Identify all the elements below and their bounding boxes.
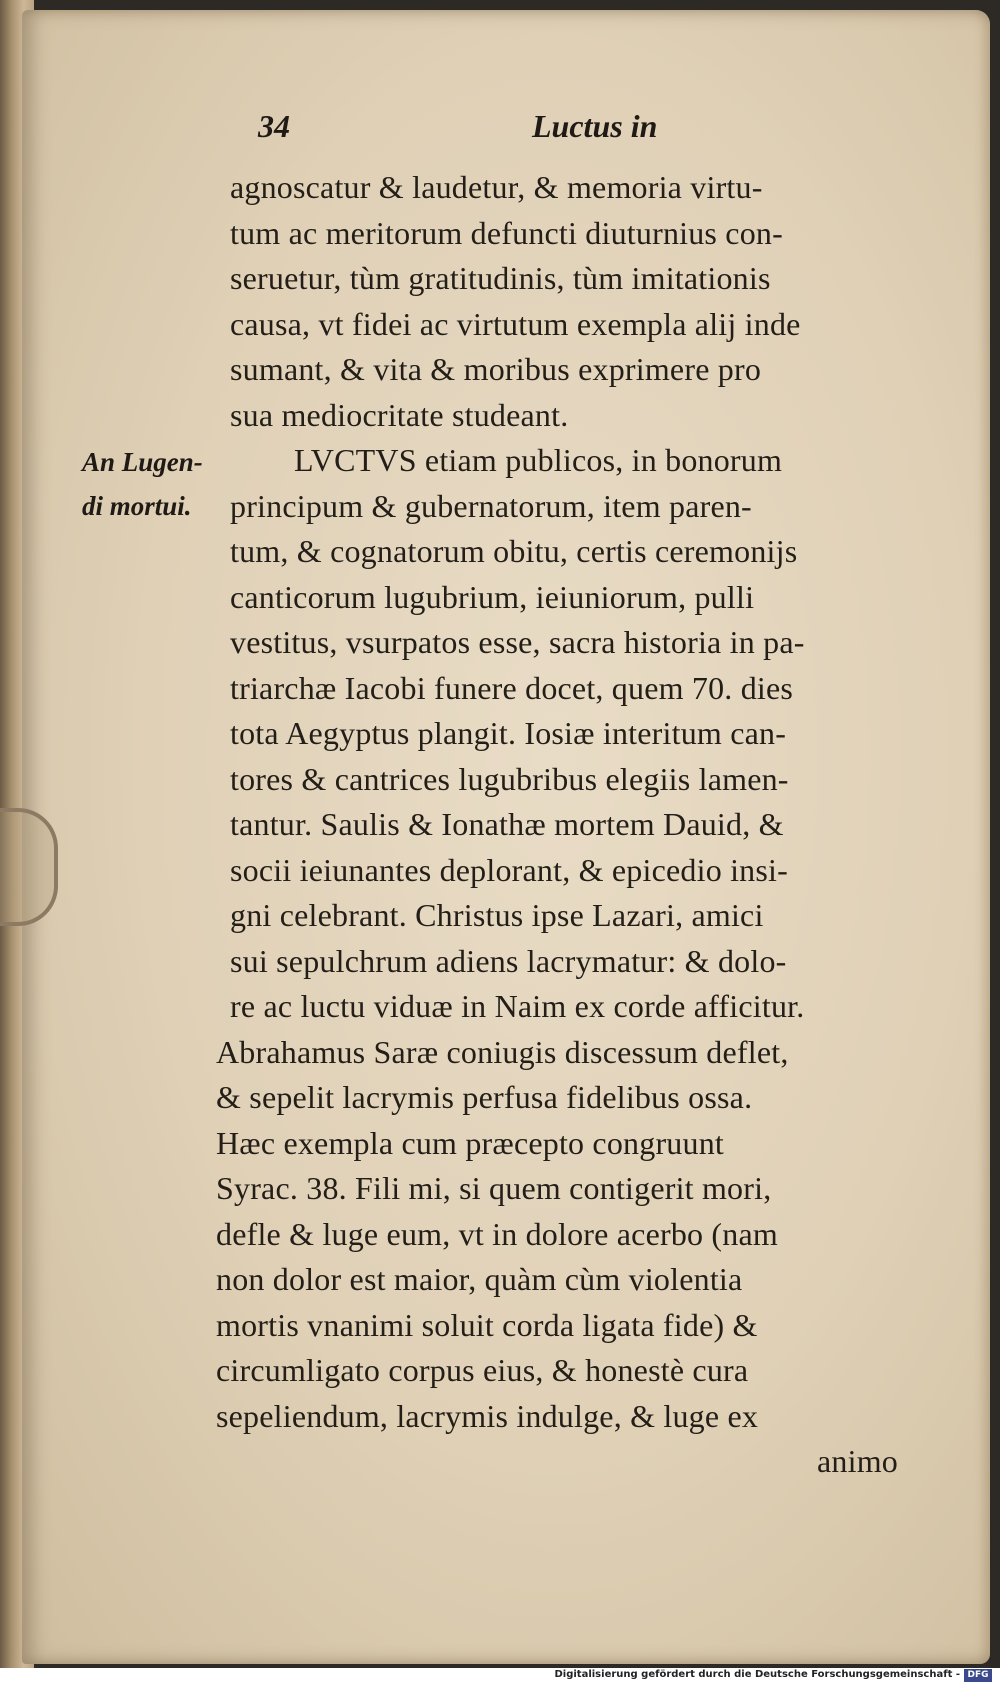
book-clasp	[0, 808, 58, 926]
text-line: sepeliendum, lacrymis indulge, & luge ex	[216, 1397, 759, 1434]
text-line: socii ieiunantes deplorant, & epicedio insi-	[230, 851, 788, 888]
text-line: tum, & cognatorum obitu, certis ceremonijs	[230, 533, 798, 569]
text-line: Abrahamus Saræ coniugis discessum deflet,	[216, 1033, 789, 1070]
page-number: 34	[258, 108, 290, 144]
text-line: causa, vt fidei ac virtutum exempla alij inde	[230, 305, 801, 342]
text-line: defle & luge eum, vt in dolore acerbo (nam	[216, 1215, 778, 1252]
text-line: Syrac. 38. Fili mi, si quem contigerit mori,	[216, 1170, 772, 1206]
dfg-logo: DFG	[964, 1669, 992, 1682]
text-line: principum & gubernatorum, item paren-	[230, 487, 752, 524]
text-line: sumant, & vita & moribus exprimere pro	[230, 351, 762, 387]
text-line: tum ac meritorum defuncti diuturnius con-	[230, 214, 783, 251]
page-header	[0, 108, 1000, 154]
digitization-credit: Digitalisierung gefördert durch die Deutsche Forschungsgemeinschaft -	[554, 1669, 960, 1680]
text-line: vestitus, vsurpatos esse, sacra historia in pa-	[230, 624, 805, 660]
text-line: sua mediocritate studeant.	[230, 396, 569, 433]
running-head: Luctus in	[532, 108, 658, 144]
text-line: circumligato corpus eius, & honestè cura	[216, 1352, 749, 1388]
margin-note	[82, 440, 242, 528]
text-line: & sepelit lacrymis perfusa fidelibus ossa.	[216, 1079, 753, 1115]
text-line: canticorum lugubrium, ieiuniorum, pulli	[230, 578, 755, 615]
margin-note-line: An Lugen-	[82, 447, 203, 477]
margin-note-line: di mortui.	[82, 491, 192, 521]
body-text	[216, 165, 898, 1485]
text-line: tantur. Saulis & Ionathæ mortem Dauid, &	[230, 806, 784, 842]
text-line: LVCTVS etiam publicos, in bonorum	[294, 442, 783, 478]
text-line: Hæc exempla cum præcepto congruunt	[216, 1124, 724, 1161]
footer-bar	[0, 1668, 1000, 1684]
text-line: tota Aegyptus plangit. Iosiæ interitum can-	[230, 715, 787, 751]
text-line: sui sepulchrum adiens lacrymatur: & dolo-	[230, 942, 787, 979]
text-line: gni celebrant. Christus ipse Lazari, amici	[230, 897, 764, 933]
text-line: triarchæ Iacobi funere docet, quem 70. dies	[230, 669, 794, 706]
text-line: agnoscatur & laudetur, & memoria virtu-	[230, 169, 763, 205]
text-line: non dolor est maior, quàm cùm violentia	[216, 1261, 743, 1297]
text-line: mortis vnanimi soluit corda ligata fide) &	[216, 1306, 758, 1343]
text-line: re ac luctu viduæ in Naim ex corde afficitur.	[230, 988, 805, 1024]
text-line: tores & cantrices lugubribus elegiis lamen-	[230, 760, 789, 797]
text-line: seruetur, tùm gratitudinis, tùm imitationis	[230, 260, 771, 296]
catchword: animo	[817, 1443, 898, 1479]
